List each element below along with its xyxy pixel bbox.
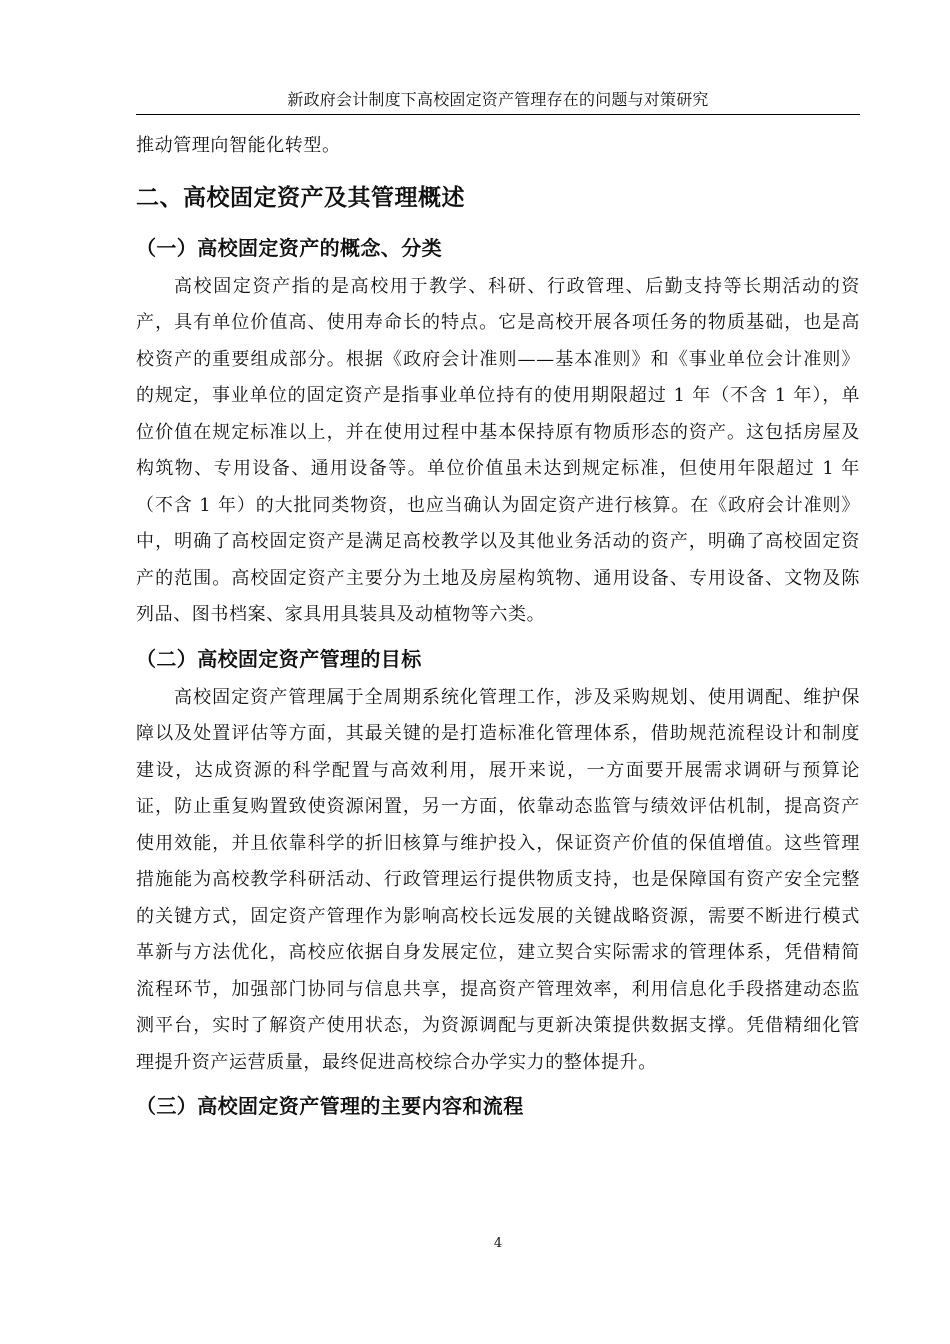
subsection-paragraph-2: 高校固定资产管理属于全周期系统化管理工作，涉及采购规划、使用调配、维护保障以及处置评估等方面，其最关键的是打造标准化管理体系，借助规范流程设计和制度建设，达成资源的科学配置与高效利用，展开来说，一方面要开展需求调研与预算论证，防止重复购置致使资源闲置，另一方面，依靠动态监管与绩效评估机制，提高资产使用效能，并且依靠科学的折旧核算与维护投入，保证资产价值的保值增值。这些管理措施能为高校教学科研活动、行政管理运行提供物质支持，也是保障国有资产安全完整的关键方式，固定资产管理作为影响高校长远发展的关键战略资源，需要不断进行模式革新与方法优化，高校应依据自身发展定位，建立契合实际需求的管理体系，凭借精简流程环节，加强部门协同与信息共享，提高资产管理效率，利用信息化手段搭建动态监测平台，实时了解资产使用状态，为资源调配与更新决策提供数据支撑。凭借精细化管理提升资产运营质量，最终促进高校综合办学实力的整体提升。 [136,686,860,1073]
running-header-title: 新政府会计制度下高校固定资产管理存在的问题与对策研究 [287,90,709,109]
section-heading: 二、高校固定资产及其管理概述 [136,184,465,211]
page-body [136,128,860,1127]
page-number: 4 [493,1236,503,1251]
subsection-heading-2: （二）高校固定资产管理的目标 [136,646,422,671]
continuation-paragraph: 推动管理向智能化转型。 [136,135,341,156]
subsection-heading-3: （三）高校固定资产管理的主要内容和流程 [136,1094,524,1118]
header-divider [136,114,860,115]
subsection-heading-1: （一）高校固定资产的概念、分类 [136,235,442,260]
subsection-paragraph-1: 高校固定资产指的是高校用于教学、科研、行政管理、后勤支持等长期活动的资产，具有单位价值高、使用寿命长的特点。它是高校开展各项任务的物质基础，也是高校资产的重要组成部分。根据《政府会计准则——基本准则》和《事业单位会计准则》的规定，事业单位的固定资产是指事业单位持有的使用期限超过 1 年（不含 1 年），单位价值在规定标准以上，并在使用过程中基本保持原有物质形态的资产。这包括房屋及构筑物、专用设备、通用设备等。单位价值虽未达到规定标准，但使用年限超过 1 年（不含 1 年）的大批同类物资，也应当确认为固定资产进行核算。在《政府会计准则》中，明确了高校固定资产是满足高校教学以及其他业务活动的资产，明确了高校固定资产的范围。高校固定资产主要分为土地及房屋构筑物、通用设备、专用设备、文物及陈列品、图书档案、家具用具装具及动植物等六类。 [136,275,860,625]
